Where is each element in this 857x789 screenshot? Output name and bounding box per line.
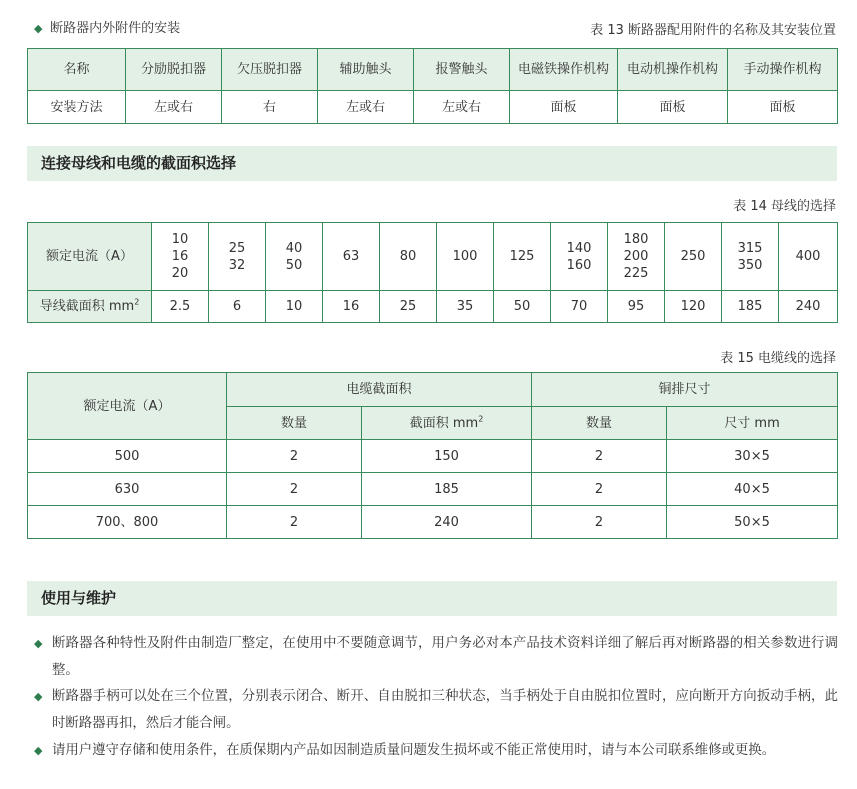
- table15-cell: 2: [227, 473, 362, 506]
- list-item: [34, 737, 838, 764]
- table14-area-cell: 35: [437, 291, 494, 323]
- table14-current-cell: 250: [665, 223, 722, 291]
- table15-cell: 240: [362, 506, 532, 539]
- table15-cell: 2: [227, 440, 362, 473]
- table14-area-cell: 120: [665, 291, 722, 323]
- table13-header-cell: 报警触头: [414, 49, 510, 91]
- diamond-bullet-icon: ◆: [34, 744, 43, 757]
- table15-caption: 表 15 电缆线的选择: [720, 351, 836, 366]
- accessory-position-table: [27, 48, 838, 124]
- table15-cable-qty-header: 数量: [227, 407, 362, 440]
- busbar-selection-table: [27, 222, 838, 323]
- table14-area-cell: 25: [380, 291, 437, 323]
- table14-area-cell: 95: [608, 291, 665, 323]
- cable-selection-table: [27, 372, 838, 539]
- table14-current-cell: 400: [779, 223, 838, 291]
- table14-current-cell: 100: [437, 223, 494, 291]
- list-item: [34, 683, 838, 737]
- table14-current-row: [28, 223, 838, 291]
- table-row: [28, 440, 838, 473]
- table15-cable-group-header: 电缆截面积: [227, 373, 532, 407]
- list-item: [34, 630, 838, 684]
- paragraph-text: 断路器手柄可以处在三个位置，分别表示闭合、断开、自由脱扣三种状态，当手柄处于自由脱扣位置时，应向断开方向扳动手柄，此时断路器再扣，然后才能合闸。: [52, 689, 838, 731]
- table15-header-row: [28, 373, 838, 407]
- table14-current-cell: 63: [323, 223, 380, 291]
- table14-area-cell: 6: [209, 291, 266, 323]
- table14-current-cell: 315 350: [722, 223, 779, 291]
- table15-cell: 630: [28, 473, 227, 506]
- table13-cell: 面板: [510, 91, 618, 124]
- table15-cell: 185: [362, 473, 532, 506]
- table14-area-cell: 70: [551, 291, 608, 323]
- table-row: [28, 473, 838, 506]
- table15-cell: 500: [28, 440, 227, 473]
- paragraph-text: 请用户遵守存储和使用条件，在质保期内产品如因制造质量问题发生损坏或不能正常使用时，请与本公司联系维修或更换。: [52, 743, 776, 758]
- table14-row-label: 导线截面积 $mm^2$: [28, 291, 152, 323]
- table13-cell: 右: [222, 91, 318, 124]
- table15-cell: 2: [532, 473, 667, 506]
- table14-current-cell: 125: [494, 223, 551, 291]
- table15-bar-size-header: 尺寸 mm: [667, 407, 838, 440]
- table15-cell: 30×5: [667, 440, 838, 473]
- table15-bar-qty-header: 数量: [532, 407, 667, 440]
- table14-area-cell: 240: [779, 291, 838, 323]
- table13-header-cell: 欠压脱扣器: [222, 49, 318, 91]
- table14-caption: 表 14 母线的选择: [733, 199, 836, 214]
- table14-area-cell: 185: [722, 291, 779, 323]
- table15-cell: 2: [532, 506, 667, 539]
- table13-cell: 面板: [618, 91, 728, 124]
- table15-cell: 50×5: [667, 506, 838, 539]
- table14-current-cell: 80: [380, 223, 437, 291]
- table13-header-row: [28, 49, 838, 91]
- table-row: [28, 506, 838, 539]
- table15-cell: 40×5: [667, 473, 838, 506]
- table15-cell: 700、800: [28, 506, 227, 539]
- table15-cable-area-header: 截面积 $mm^2$: [362, 407, 532, 440]
- accessory-install-note: [34, 17, 180, 36]
- section-title-busbar-cable: 连接母线和电缆的截面积选择: [27, 146, 837, 181]
- table15-cell: 150: [362, 440, 532, 473]
- table14-current-cell: 180 200 225: [608, 223, 665, 291]
- table14-current-cell: 25 32: [209, 223, 266, 291]
- table13-header-cell: 辅助触头: [318, 49, 414, 91]
- table14-current-cell: 10 16 20: [152, 223, 209, 291]
- table13-header-cell: 分励脱扣器: [126, 49, 222, 91]
- table15-cell: 2: [227, 506, 362, 539]
- table13-cell: 安装方法: [28, 91, 126, 124]
- table14-area-cell: 10: [266, 291, 323, 323]
- paragraph-text: 断路器各种特性及附件由制造厂整定，在使用中不要随意调节，用户务必对本产品技术资料详细了解后再对断路器的相关参数进行调整。: [52, 636, 838, 678]
- table14-current-cell: 140 160: [551, 223, 608, 291]
- table15-cell: 2: [532, 440, 667, 473]
- table13-header-cell: 电磁铁操作机构: [510, 49, 618, 91]
- table15-rated-current-header: 额定电流（A）: [28, 373, 227, 440]
- table14-area-cell: 16: [323, 291, 380, 323]
- table13-caption: 表 13 断路器配用附件的名称及其安装位置: [590, 23, 836, 38]
- table13-cell: 左或右: [414, 91, 510, 124]
- table13-header-cell: 电动机操作机构: [618, 49, 728, 91]
- diamond-bullet-icon: ◆: [34, 690, 43, 703]
- table14-area-cell: 50: [494, 291, 551, 323]
- table14-area-row: [28, 291, 838, 323]
- table14-area-cell: 2.5: [152, 291, 209, 323]
- table13-row: [28, 91, 838, 124]
- table13-cell: 左或右: [318, 91, 414, 124]
- diamond-bullet-icon: ◆: [34, 22, 43, 35]
- table13-header-cell: 手动操作机构: [728, 49, 838, 91]
- accessory-install-note-text: 断路器内外附件的安装: [50, 21, 181, 36]
- table14-row-label: 额定电流（A）: [28, 223, 152, 291]
- table15-copper-group-header: 铜排尺寸: [532, 373, 838, 407]
- table14-current-cell: 40 50: [266, 223, 323, 291]
- table13-header-cell: 名称: [28, 49, 126, 91]
- section-title-usage-maintenance: 使用与维护: [27, 581, 837, 616]
- table13-cell: 面板: [728, 91, 838, 124]
- diamond-bullet-icon: ◆: [34, 637, 43, 650]
- table13-cell: 左或右: [126, 91, 222, 124]
